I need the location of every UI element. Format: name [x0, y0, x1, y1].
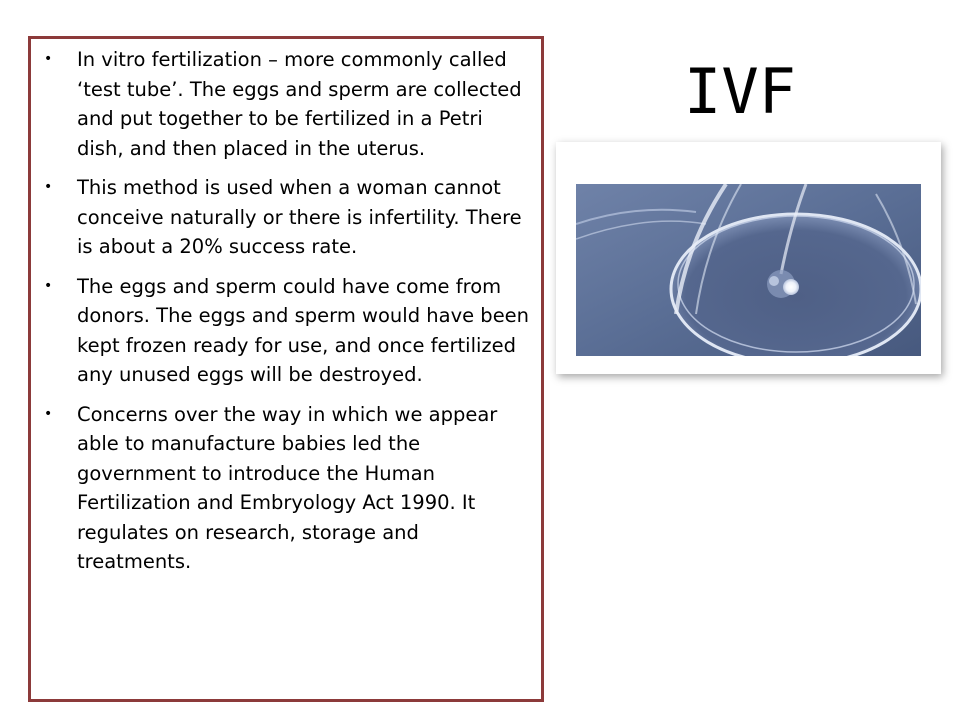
photo-frame — [556, 142, 941, 374]
bullet-marker: • — [44, 277, 53, 294]
bullet-marker: • — [44, 51, 53, 67]
bullet-text: Concerns over the way in which we appear able to manufacture babies led the government to introduce the Human Fertilization and Embryology Act 1990. It regulates on research, storage and treatments. — [77, 402, 498, 573]
bullet-item — [31, 400, 531, 577]
slide-title: IVF — [684, 55, 796, 128]
bullet-marker: • — [44, 405, 53, 422]
bullet-text-box — [28, 36, 544, 702]
petri-dish-photo — [576, 184, 921, 356]
bullet-item — [31, 173, 531, 262]
bullet-text: The eggs and sperm could have come from donors. The eggs and sperm would have been kept frozen ready for use, and once fertilized any unused eggs will be destroyed. — [77, 274, 530, 386]
bullet-list — [31, 39, 541, 577]
bullet-marker: • — [44, 179, 53, 195]
bullet-text: This method is used when a woman cannot conceive naturally or there is infertility. There is about a 20% success rate. — [77, 176, 522, 258]
bullet-item — [31, 45, 531, 163]
bullet-item — [31, 272, 531, 390]
bullet-text: In vitro fertilization – more commonly called ‘test tube’. The eggs and sperm are collected and put together to be fertilized in a Petri dish, and then placed in the uterus. — [77, 48, 522, 160]
